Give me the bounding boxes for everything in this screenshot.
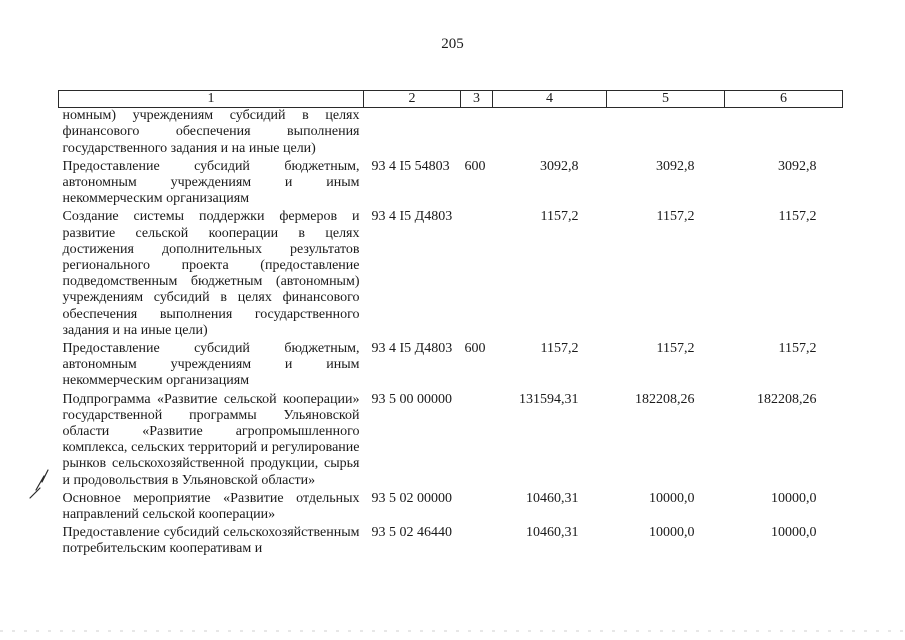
row-value-col-5: 10000,0	[649, 490, 695, 506]
row-value-col-4	[493, 108, 607, 157]
row-value-col-6: 1157,2	[778, 209, 817, 225]
header-col-2: 2	[364, 91, 461, 108]
row-expense-type	[461, 489, 493, 523]
row-code: 93 4 I5 54803	[371, 158, 450, 174]
header-col-4: 4	[493, 91, 607, 108]
row-expense-type: 600	[464, 158, 486, 174]
row-value-col-5	[607, 108, 725, 157]
table-row	[59, 157, 843, 208]
header-col-1: 1	[59, 91, 364, 108]
row-description: Создание системы поддержки фермеров и развитие сельской кооперации в целях достижения дополнительных результатов регионального проекта (предоставление подведомственным бюджетным (автономным) учреждениям субсидий в целях финансового обеспечения выполнения государственного задания и на иные цели)	[62, 209, 360, 338]
row-value-col-5: 182208,26	[635, 391, 695, 407]
table-row	[59, 489, 843, 523]
table-body	[59, 108, 843, 558]
row-value-col-6: 10000,0	[771, 525, 817, 541]
row-value-col-4: 1157,2	[540, 341, 579, 357]
pen-mark-icon	[28, 468, 50, 502]
row-code: 93 5 02 00000	[371, 490, 452, 506]
row-value-col-5: 1157,2	[656, 341, 695, 357]
table-row	[59, 108, 843, 157]
row-value-col-5: 10000,0	[649, 525, 695, 541]
row-expense-type	[461, 523, 493, 557]
row-code: 93 4 I5 Д4803	[371, 209, 453, 225]
row-value-col-6: 10000,0	[771, 490, 817, 506]
row-code: 93 4 I5 Д4803	[371, 341, 453, 357]
header-col-6: 6	[725, 91, 843, 108]
row-value-col-4: 10460,31	[526, 525, 579, 541]
row-value-col-5: 3092,8	[656, 158, 695, 174]
row-description: Подпрограмма «Развитие сельской кооперации» государственной программы Ульяновской области «Развитие агропромышленного комплекса, сельских территорий и регулирование рынков сельскохозяйственной продукции, сырья и продовольствия в Ульяновской области»	[62, 391, 360, 488]
row-value-col-6: 1157,2	[778, 341, 817, 357]
row-description: Предоставление субсидий сельскохозяйственным потребительским кооперативам и	[62, 525, 360, 557]
row-code	[364, 108, 461, 157]
header-col-3: 3	[461, 91, 493, 108]
row-value-col-6	[725, 108, 843, 157]
page-number: 205	[441, 36, 464, 52]
table-row	[59, 390, 843, 489]
header-col-5: 5	[607, 91, 725, 108]
row-expense-type	[461, 207, 493, 339]
row-description: Основное мероприятие «Развитие отдельных направлений сельской кооперации»	[62, 490, 360, 523]
header-row	[59, 91, 843, 108]
row-code: 93 5 00 00000	[371, 391, 452, 407]
row-description: номным) учреждениям субсидий в целях финансового обеспечения выполнения государственного задания и на иные цели)	[62, 108, 360, 156]
row-expense-type	[461, 390, 493, 489]
row-description: Предоставление субсидий бюджетным, автономным учреждениям и иным некоммерческим организациям	[62, 158, 360, 207]
table-row	[59, 523, 843, 557]
row-expense-type	[461, 108, 493, 157]
table-row	[59, 339, 843, 390]
row-value-col-6: 3092,8	[778, 158, 817, 174]
row-value-col-4: 1157,2	[540, 209, 579, 225]
row-value-col-4: 131594,31	[519, 391, 579, 407]
row-value-col-5: 1157,2	[656, 209, 695, 225]
budget-table	[58, 90, 843, 558]
table-row	[59, 207, 843, 339]
scan-edge-noise	[0, 628, 905, 634]
row-expense-type: 600	[464, 341, 486, 357]
row-value-col-6: 182208,26	[757, 391, 817, 407]
row-value-col-4: 3092,8	[540, 158, 579, 174]
row-code: 93 5 02 46440	[371, 525, 452, 541]
row-description: Предоставление субсидий бюджетным, автономным учреждениям и иным некоммерческим организациям	[62, 341, 360, 389]
row-value-col-4: 10460,31	[526, 490, 579, 506]
table-header	[59, 91, 843, 108]
